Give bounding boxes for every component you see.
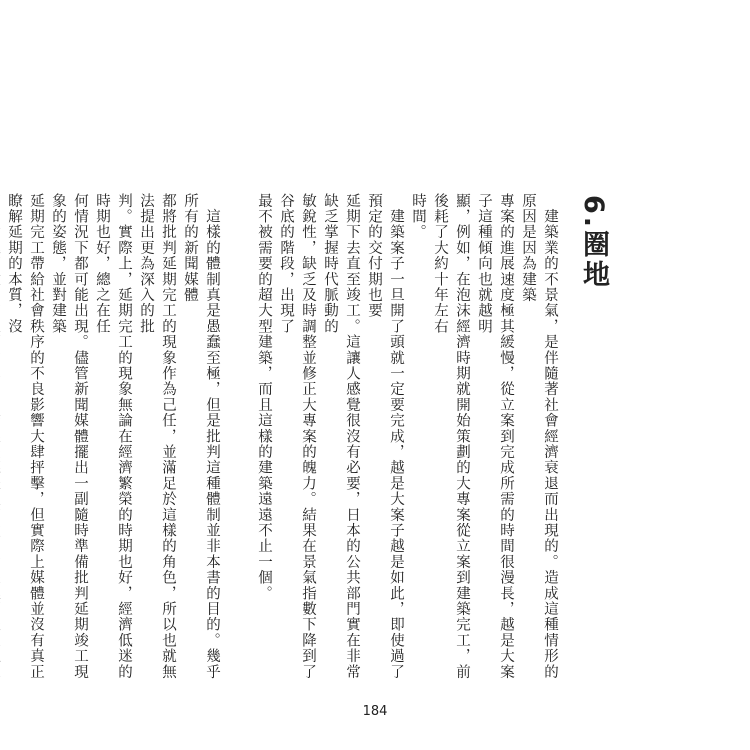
text-line: 敏銳性，缺乏及時調整並修正大專案的魄力。結果在景氣指數下降到了谷底的階段，出現了 [278, 193, 316, 680]
body-text-block [0, 193, 609, 695]
chapter-number: 6. [578, 195, 609, 231]
paragraph-1 [407, 193, 561, 695]
text-line: 延期完工帶給社會秩序的不良影響大肆抨擊，但實際上媒體並沒有真正瞭解延期的本質，沒 [6, 193, 44, 680]
text-line: 判。實際上，延期完工的現象無論在經濟繁榮的時期也好，經濟低迷的時期也好，總之在任 [94, 193, 132, 680]
text-line: 何情況下都可能出現。儘管新聞媒體擺出一副隨時準備批判延期竣工現象的姿態，並對建築 [50, 193, 88, 680]
text-line: 時間。 [410, 193, 426, 241]
paragraph-3 [0, 193, 223, 695]
text-line: 這樣的體制真是愚蠢至極，但是批判這種體制並非本書的目的。幾乎所有的新聞媒體 [182, 193, 220, 680]
chapter-heading [578, 193, 609, 695]
text-line: 都將批判延期完工的現象作為己任，並滿足於這樣的角色，所以也就無法提出更為深入的批 [138, 193, 176, 680]
text-line: 最不被需要的超大型建築，而且這樣的建築遠遠不止一個。 [256, 193, 272, 602]
text-line [0, 193, 3, 695]
chapter-title-text: 圈地 [578, 230, 609, 291]
page-number: 184 [362, 704, 388, 719]
text-line: 顯，例如，在泡沫經濟時期就開始策劃的大專案從立案到建築完工，前後耗了大約十年左右 [432, 193, 470, 680]
paragraph-2 [253, 193, 407, 695]
text-line: 延期下去直至竣工。這讓人感覺很沒有必要，日本的公共部門實在非常缺乏掌握時代脈動的 [322, 193, 360, 680]
text-line: 建築業的不景氣，是伴隨著社會經濟衰退而出現的。造成這種情形的原因是因為建築 [520, 193, 558, 680]
text-line: 建築案子一旦開了頭就一定要完成，越是大案子越是如此，即使過了預定的交付期也要 [366, 193, 404, 680]
text-line: 專案的進展速度極其緩慢，從立案到完成所需的時間很漫長，越是大案子這種傾向也就越明 [476, 193, 514, 680]
